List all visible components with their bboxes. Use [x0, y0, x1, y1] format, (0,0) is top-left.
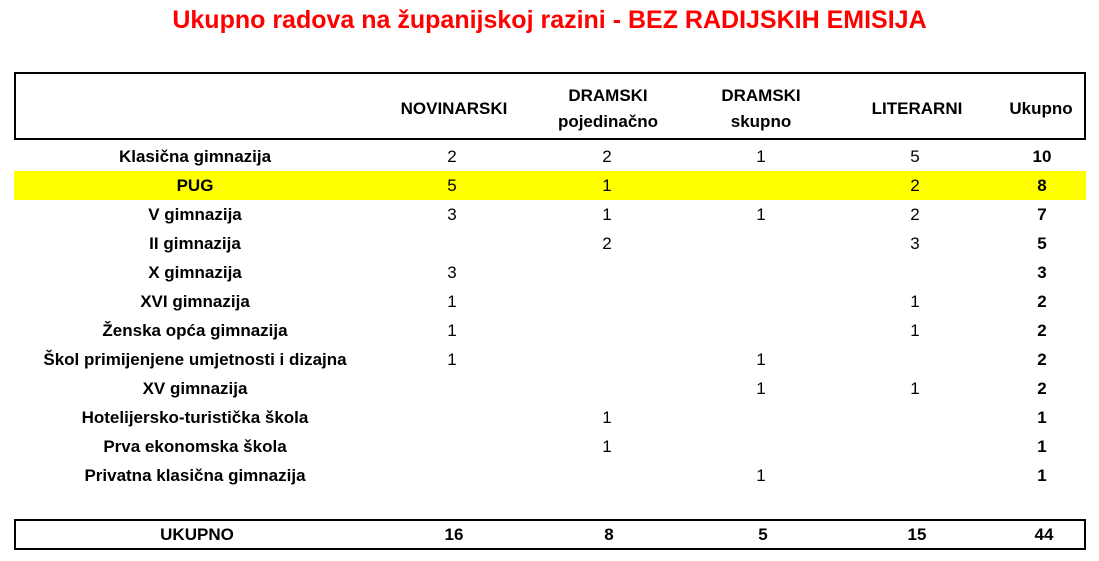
cell-name: Škol primijenjene umjetnosti i dizajna	[43, 350, 347, 369]
cell-dramski-poj: 1	[602, 437, 612, 456]
cell-dramski-poj: 1	[602, 205, 612, 224]
table-row	[14, 142, 1086, 171]
cell-dramski-poj	[554, 258, 660, 287]
cell-dramski-sk	[708, 316, 814, 345]
page-title: Ukupno radova na županijskoj razini - BEZ RADIJSKIH EMISIJA	[172, 6, 927, 34]
cell-literarni: 1	[910, 321, 920, 340]
header-dramski-poj-line1: DRAMSKI	[568, 86, 648, 105]
cell-name: Hotelijersko-turistička škola	[81, 408, 309, 427]
cell-dramski-poj	[554, 316, 660, 345]
cell-name: Klasična gimnazija	[118, 147, 272, 166]
cell-literarni: 1	[910, 379, 920, 398]
cell-dramski-poj	[554, 461, 660, 490]
cell-dramski-poj	[554, 287, 660, 316]
cell-dramski-sk: 1	[756, 379, 766, 398]
header-dramski-sk-line2: skupno	[730, 112, 792, 131]
header-dramski-poj-line2: pojedinačno	[557, 112, 659, 131]
cell-ukupno: 1	[1037, 408, 1047, 427]
table-row	[14, 229, 1086, 258]
cell-novinarski	[399, 461, 505, 490]
cell-dramski-poj	[554, 374, 660, 403]
cell-novinarski	[399, 403, 505, 432]
header-novinarski: NOVINARSKI	[400, 99, 508, 118]
cell-name: XV gimnazija	[142, 379, 248, 398]
cell-dramski-sk: 1	[756, 205, 766, 224]
cell-dramski-poj	[554, 345, 660, 374]
cell-dramski-poj: 1	[602, 408, 612, 427]
cell-ukupno: 1	[1037, 437, 1047, 456]
cell-name: XVI gimnazija	[140, 292, 250, 311]
table-row	[14, 432, 1086, 461]
cell-literarni	[862, 461, 968, 490]
cell-dramski-poj: 2	[602, 234, 612, 253]
cell-literarni	[862, 258, 968, 287]
cell-dramski-poj: 2	[602, 147, 612, 166]
cell-dramski-sk	[708, 432, 814, 461]
cell-ukupno: 2	[1037, 350, 1047, 369]
cell-ukupno: 7	[1037, 205, 1047, 224]
cell-novinarski	[399, 432, 505, 461]
table-row	[14, 258, 1086, 287]
cell-novinarski: 3	[447, 263, 457, 282]
cell-dramski-sk	[708, 258, 814, 287]
totals-dramski-skupno: 5	[758, 525, 768, 544]
header-dramski-skupno	[706, 82, 816, 136]
cell-name: Privatna klasična gimnazija	[84, 466, 306, 485]
cell-ukupno: 5	[1037, 234, 1047, 253]
table-row	[14, 345, 1086, 374]
header-dramski-sk-line1: DRAMSKI	[721, 86, 801, 105]
cell-literarni	[862, 345, 968, 374]
cell-name: V gimnazija	[148, 205, 242, 224]
cell-literarni: 2	[910, 205, 920, 224]
cell-dramski-sk: 1	[756, 350, 766, 369]
cell-dramski-sk	[708, 287, 814, 316]
cell-ukupno: 2	[1037, 379, 1047, 398]
header-literarni: LITERARNI	[871, 99, 963, 118]
cell-ukupno: 8	[1037, 176, 1047, 195]
cell-literarni	[862, 432, 968, 461]
totals-ukupno: 44	[1034, 525, 1054, 544]
cell-ukupno: 2	[1037, 292, 1047, 311]
cell-literarni: 5	[910, 147, 920, 166]
cell-novinarski: 1	[447, 321, 457, 340]
table-row	[14, 316, 1086, 345]
table-row	[14, 374, 1086, 403]
cell-novinarski: 1	[447, 292, 457, 311]
cell-literarni: 2	[910, 176, 920, 195]
cell-name: X gimnazija	[148, 263, 242, 282]
cell-novinarski: 1	[447, 350, 457, 369]
header-ukupno: Ukupno	[1009, 99, 1073, 118]
table-row	[14, 403, 1086, 432]
cell-dramski-sk	[708, 229, 814, 258]
cell-novinarski: 5	[447, 176, 457, 195]
table-row	[14, 287, 1086, 316]
cell-dramski-sk	[708, 171, 814, 200]
cell-literarni	[862, 403, 968, 432]
cell-dramski-poj: 1	[602, 176, 612, 195]
cell-name: PUG	[176, 176, 214, 195]
cell-novinarski: 3	[447, 205, 457, 224]
table-row	[14, 200, 1086, 229]
cell-ukupno: 1	[1037, 466, 1047, 485]
cell-name: Ženska opća gimnazija	[102, 321, 288, 340]
table-row	[14, 171, 1086, 200]
cell-novinarski	[399, 374, 505, 403]
cell-novinarski	[399, 229, 505, 258]
cell-novinarski: 2	[447, 147, 457, 166]
cell-literarni: 3	[910, 234, 920, 253]
header-dramski-pojedinacno	[544, 82, 672, 136]
table-row	[14, 461, 1086, 490]
cell-dramski-sk: 1	[756, 147, 766, 166]
cell-dramski-sk: 1	[756, 466, 766, 485]
cell-literarni: 1	[910, 292, 920, 311]
cell-name: II gimnazija	[149, 234, 241, 253]
table-header	[14, 72, 1086, 140]
totals-literarni: 15	[907, 525, 927, 544]
cell-ukupno: 3	[1037, 263, 1047, 282]
totals-row	[14, 519, 1086, 550]
totals-novinarski: 16	[444, 525, 464, 544]
cell-name: Prva ekonomska škola	[103, 437, 287, 456]
cell-ukupno: 10	[1032, 147, 1052, 166]
cell-ukupno: 2	[1037, 321, 1047, 340]
totals-label: UKUPNO	[160, 525, 234, 544]
totals-dramski-pojedinacno: 8	[604, 525, 614, 544]
cell-dramski-sk	[708, 403, 814, 432]
